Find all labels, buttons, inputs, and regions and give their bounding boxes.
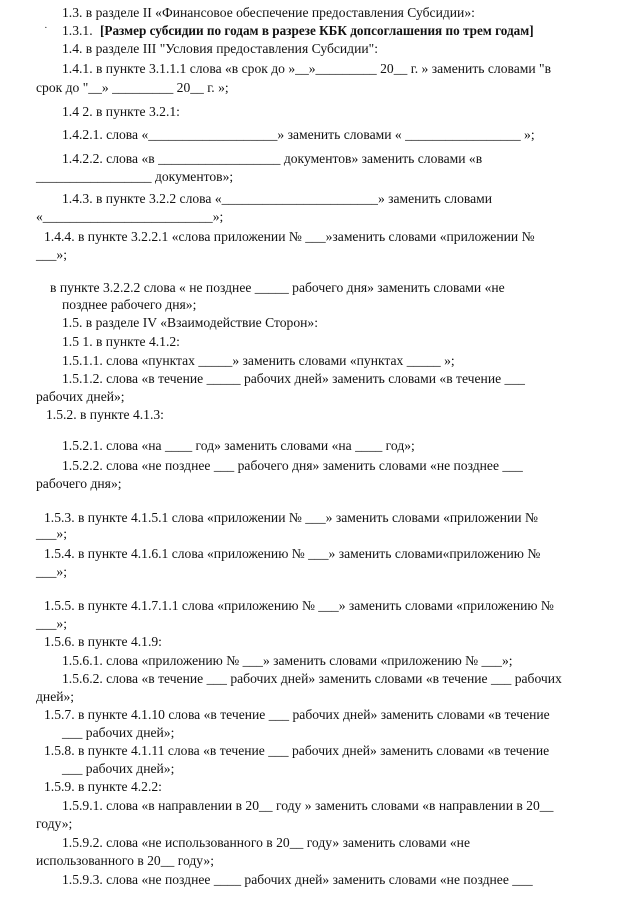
item-1-5-3-line1: 1.5.3. в пункте 4.1.5.1 слова «приложении № ___» заменить словами «приложении № (44, 510, 538, 525)
item-1-4-3-line2: «_________________________»; (36, 209, 224, 224)
item-1-3: 1.3. в разделе II «Финансовое обеспечение предоставления Субсидии»: (62, 5, 475, 20)
item-1-4-2-1: 1.4.2.1. слова «___________________» заменить словами « _________________ »; (62, 127, 535, 142)
item-1-5-9-2-line1: 1.5.9.2. слова «не использованного в 20__ году» заменить словами «не (62, 835, 470, 850)
item-1-5-4-line1: 1.5.4. в пункте 4.1.6.1 слова «приложению № ___» заменить словами«приложению № (44, 546, 541, 561)
item-1-5-2-1: 1.5.2.1. слова «на ____ год» заменить словами «на ____ год»; (62, 438, 415, 453)
item-1-4-4-line2: ___»; (36, 247, 67, 262)
item-1-5-2: 1.5.2. в пункте 4.1.3: (46, 407, 164, 422)
item-1-4-2-2-line1: 1.4.2.2. слова «в __________________ документов» заменить словами «в (62, 151, 483, 166)
item-1-5-1-1: 1.5.1.1. слова «пунктах _____» заменить словами «пунктах _____ »; (62, 353, 455, 368)
item-1-5-6-1: 1.5.6.1. слова «приложению № ___» заменить словами «приложению № ___»; (62, 653, 513, 668)
item-1-5-6: 1.5.6. в пункте 4.1.9: (44, 634, 162, 649)
item-1-5-5-line2: ___»; (36, 616, 67, 631)
item-1-5-2-2-line1: 1.5.2.2. слова «не позднее ___ рабочего дня» заменить словами «не позднее ___ (62, 458, 523, 473)
item-1-5-9: 1.5.9. в пункте 4.2.2: (44, 779, 162, 794)
item-1-5-2-2-line2: рабочего дня»; (36, 476, 122, 491)
item-1-5-8-line2: ___ рабочих дней»; (62, 761, 175, 776)
item-1-5-8-line1: 1.5.8. в пункте 4.1.11 слова «в течение ___ рабочих дней» заменить словами «в течение (44, 743, 550, 758)
item-1-5-6-2-line1: 1.5.6.2. слова «в течение ___ рабочих дней» заменить словами «в течение ___ рабочих (62, 671, 562, 686)
item-1-4: 1.4. в разделе III "Условия предоставления Субсидии": (62, 41, 378, 56)
item-1-4-2: 1.4 2. в пункте 3.2.1: (62, 104, 180, 119)
item-1-5-9-1-line1: 1.5.9.1. слова «в направлении в 20__ году » заменить словами «в направлении в 20__ (62, 798, 554, 813)
item-1-4-3-line1: 1.4.3. в пункте 3.2.2 слова «_______________________» заменить словами (62, 191, 493, 206)
item-1-5-9-2-line2: использованного в 20__ году»; (36, 853, 214, 868)
item-1-5-4-line2: ___»; (36, 564, 67, 579)
item-1-5-7-line2: ___ рабочих дней»; (62, 725, 175, 740)
item-3-2-2-2-line2: позднее рабочего дня»; (62, 297, 197, 312)
item-1-5-9-1-line2: году»; (36, 816, 73, 831)
item-1-4-1-line1: 1.4.1. в пункте 3.1.1.1 слова «в срок до »__»_________ 20__ г. » заменить словами "в (62, 61, 552, 76)
item-1-5: 1.5. в разделе IV «Взаимодействие Сторон»: (62, 315, 318, 330)
item-1-5-1: 1.5 1. в пункте 4.1.2: (62, 334, 180, 349)
item-1-5-7-line1: 1.5.7. в пункте 4.1.10 слова «в течение ___ рабочих дней» заменить словами «в течение (44, 707, 550, 722)
item-1-5-9-3: 1.5.9.3. слова «не позднее ____ рабочих дней» заменить словами «не позднее ___ (62, 872, 533, 887)
item-1-3-1-placeholder: [Размер субсидии по годам в разрезе КБК допсоглашения по трем годам] (100, 23, 534, 38)
item-1-5-1-2-line1: 1.5.1.2. слова «в течение _____ рабочих дней» заменить словами «в течение ___ (62, 371, 525, 386)
item-3-2-2-2-line1: в пункте 3.2.2.2 слова « не позднее _____ рабочего дня» заменить словами «не (50, 280, 505, 295)
item-1-3-1-number: 1.3.1. (62, 23, 93, 38)
item-1-5-1-2-line2: рабочих дней»; (36, 389, 125, 404)
item-1-4-4-line1: 1.4.4. в пункте 3.2.2.1 «слова приложении № ___»заменить словами «приложении № (44, 229, 535, 244)
item-1-4-1-line2: срок до "__» _________ 20__ г. »; (36, 80, 229, 95)
item-1-4-2-2-line2: _________________ документов»; (36, 169, 234, 184)
item-1-5-3-line2: ___»; (36, 526, 67, 541)
item-1-5-5-line1: 1.5.5. в пункте 4.1.7.1.1 слова «приложению № ___» заменить словами «приложению № (44, 598, 554, 613)
item-1-5-6-2-line2: дней»; (36, 689, 75, 704)
scan-mark: · (44, 22, 48, 34)
